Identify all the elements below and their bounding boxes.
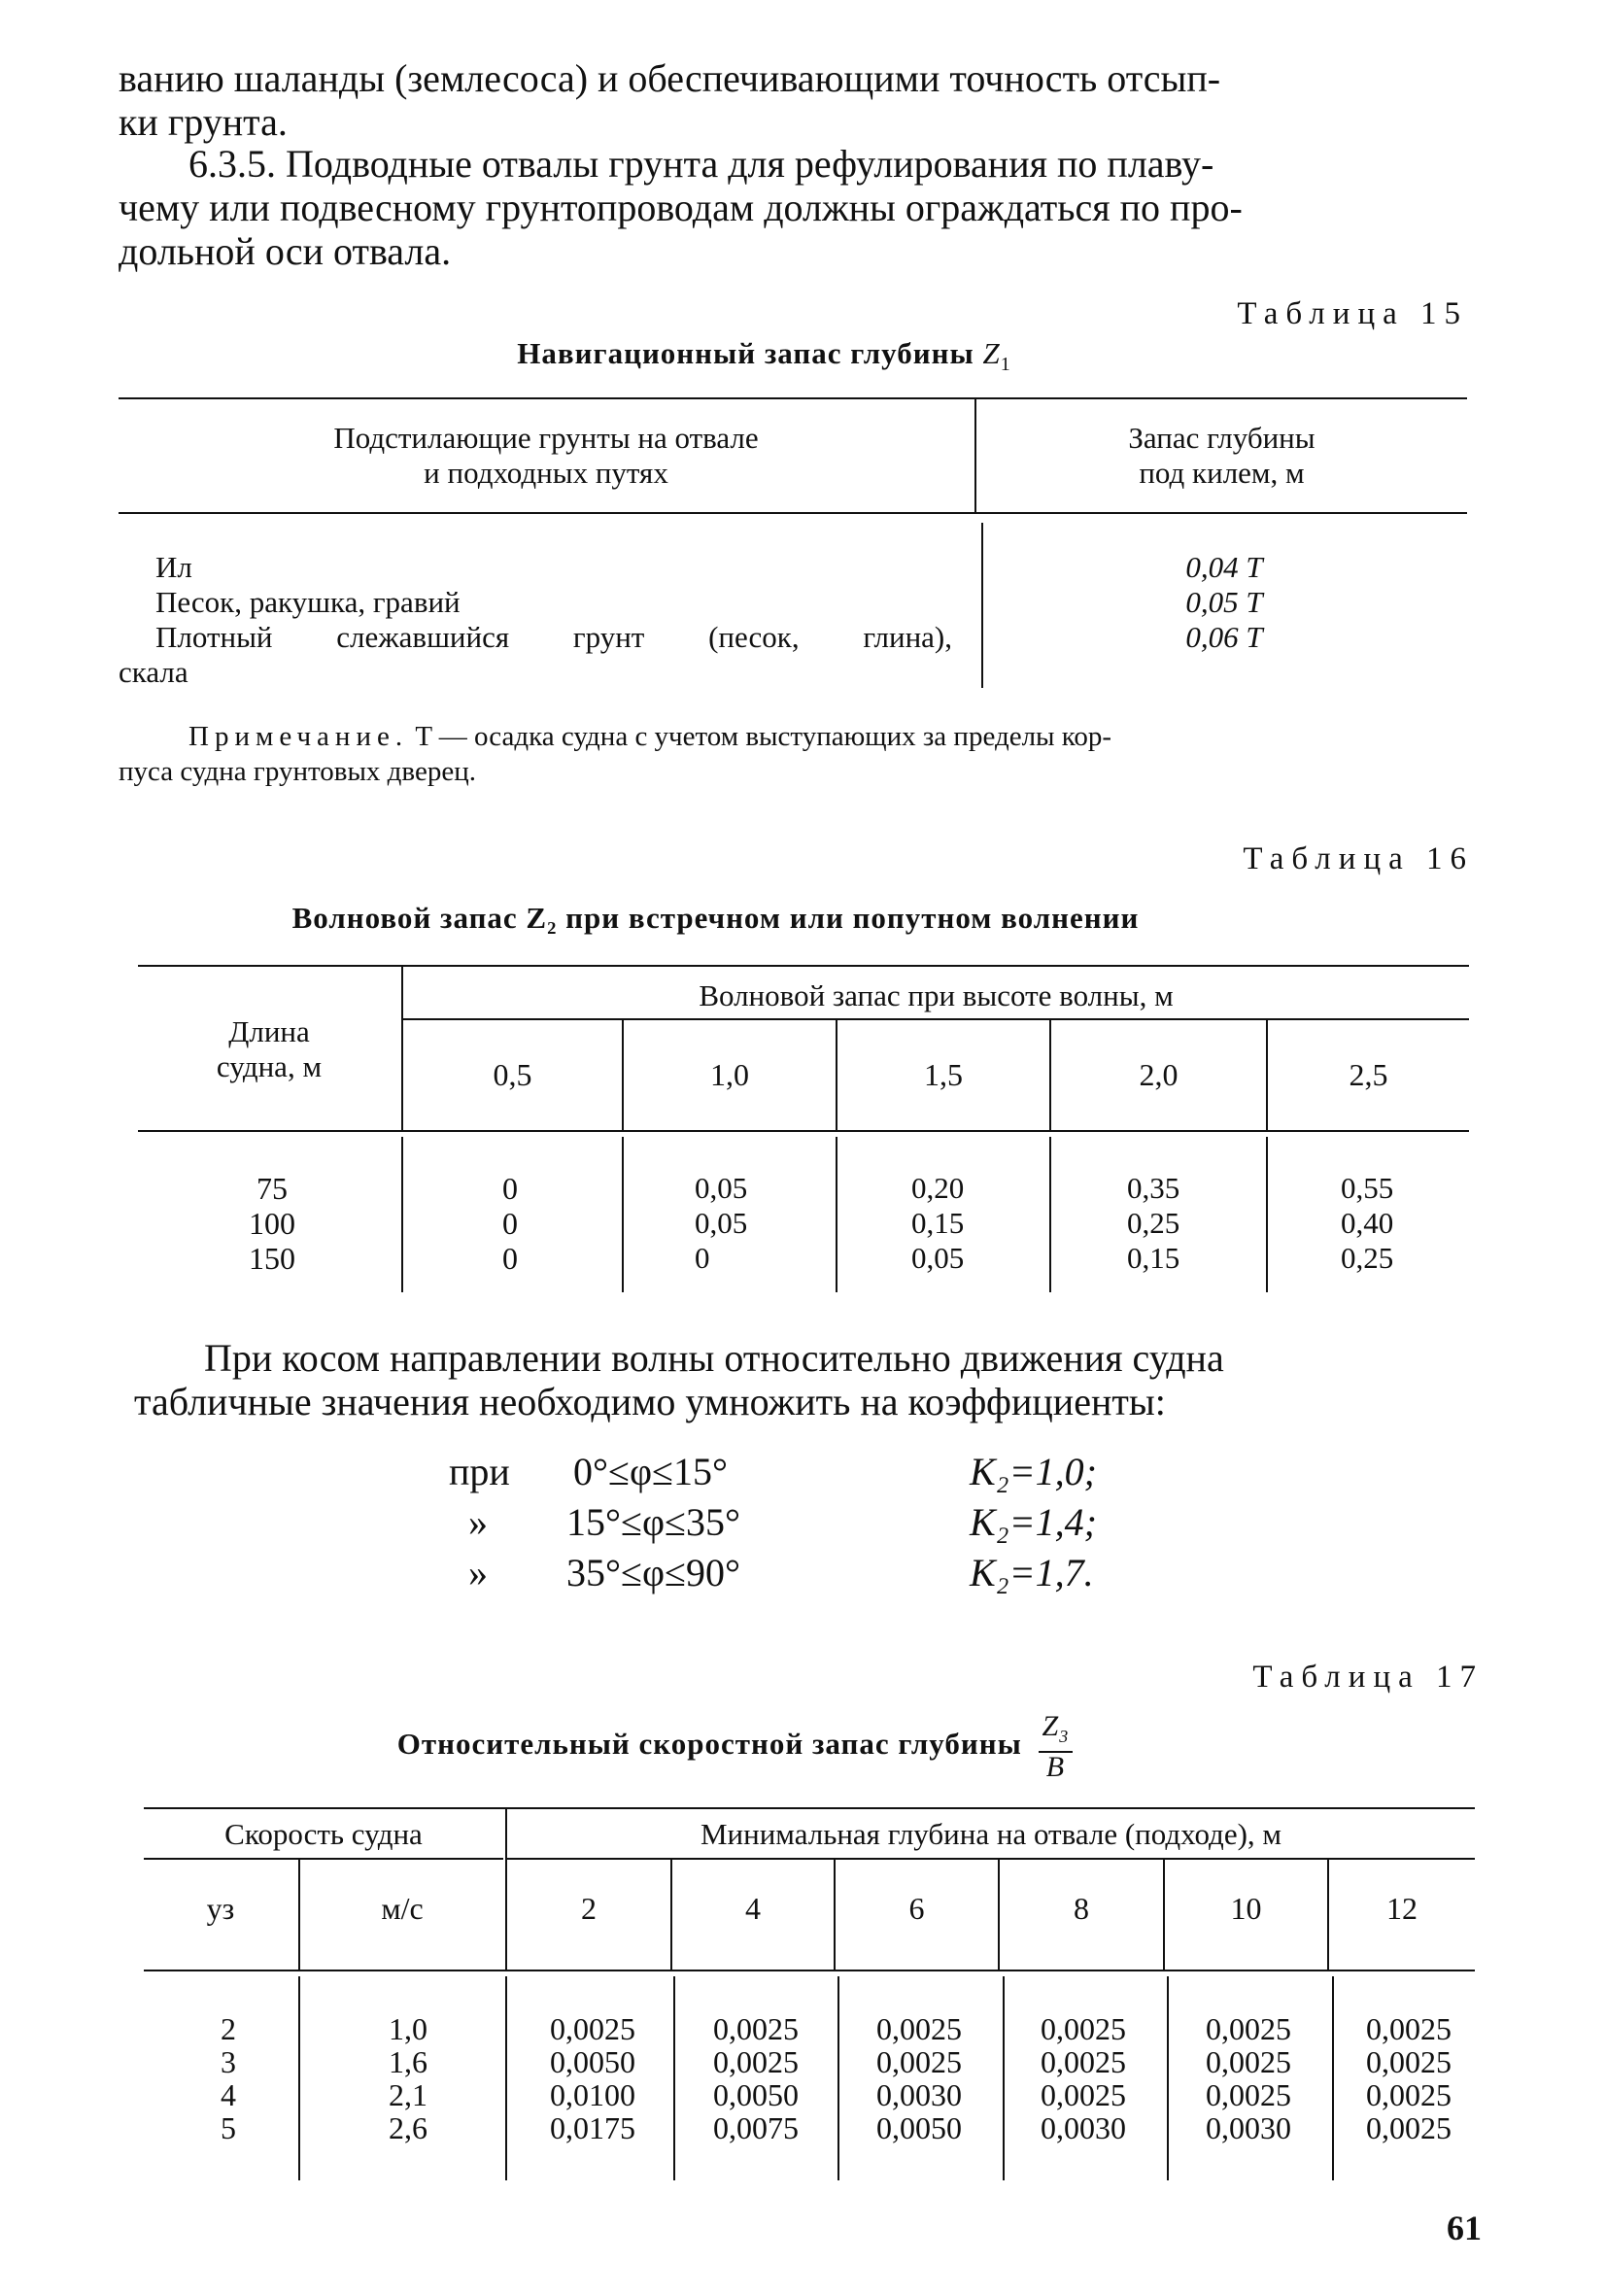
table-cell: 0,0025 bbox=[713, 2011, 799, 2046]
table-row-length: 75 bbox=[256, 1171, 288, 1206]
wave-height-header: 2,5 bbox=[1349, 1057, 1388, 1092]
wave-height-header: 1,5 bbox=[924, 1057, 963, 1092]
table-cell: 0,0030 bbox=[1041, 2110, 1126, 2145]
table-cell: 0,0025 bbox=[1206, 2077, 1291, 2112]
table-cell: 0,0030 bbox=[876, 2077, 962, 2112]
table-cell: 0,0025 bbox=[550, 2011, 635, 2046]
depth-column-header: 8 bbox=[1074, 1891, 1089, 1926]
table-cell: 0 bbox=[502, 1171, 518, 1206]
table-16-body-divider bbox=[836, 1137, 837, 1292]
table-15-col2-header: Запас глубины под килем, м bbox=[1128, 421, 1316, 490]
table-cell: 0,05 bbox=[695, 1206, 748, 1240]
formula-prefix: » bbox=[468, 1500, 488, 1544]
table-cell: 0,0050 bbox=[713, 2077, 799, 2112]
formula-range: 35°≤φ≤90° bbox=[566, 1551, 740, 1594]
velocity-ratio-fraction: $\frac{Z_3}{B}$ bbox=[1039, 1712, 1074, 1782]
table-cell: 0,0025 bbox=[1041, 2044, 1126, 2079]
table-row-ms: 1,0 bbox=[389, 2011, 427, 2046]
table-cell: 0,0025 bbox=[1041, 2077, 1126, 2112]
table-17-body-divider bbox=[673, 1976, 675, 2180]
table-15-title: Навигационный запас глубины $Z_1$ bbox=[517, 336, 1011, 376]
table-15-note bbox=[119, 719, 1469, 789]
speed-header: Скорость судна bbox=[224, 1817, 423, 1851]
table-16-row-header: Длина судна, м bbox=[216, 1014, 323, 1083]
table-cell: 0,0100 bbox=[550, 2077, 635, 2112]
formula-coefficient: K₂=1,7. bbox=[970, 1551, 1094, 1594]
section-6-3-5-paragraph bbox=[119, 142, 1469, 273]
formula-prefix: при bbox=[449, 1450, 510, 1493]
table-15-header-rule bbox=[119, 512, 1467, 514]
text-line: табличные значения необходимо умножить на коэффициенты: bbox=[134, 1380, 1166, 1423]
table-cell: 0 bbox=[502, 1241, 518, 1276]
table-cell: 0,0030 bbox=[1206, 2110, 1291, 2145]
table-17-header-rule bbox=[144, 1970, 1475, 1971]
table-15-body-divider bbox=[981, 523, 983, 688]
table-cell: 0,0025 bbox=[1366, 2011, 1452, 2046]
formula-coefficient: K₂=1,4; bbox=[970, 1500, 1097, 1544]
table-cell: 0,55 bbox=[1341, 1171, 1394, 1205]
table-15-row-soil: Песок, ракушка, гравий bbox=[155, 585, 461, 619]
table-cell: 0,25 bbox=[1127, 1206, 1180, 1240]
table-row-length: 150 bbox=[249, 1241, 295, 1276]
table-16-body-divider bbox=[401, 1137, 403, 1292]
table-cell: 0,40 bbox=[1341, 1206, 1394, 1240]
table-16-caption: Таблица 16 bbox=[1243, 841, 1474, 876]
table-16-header-rule bbox=[138, 1130, 1469, 1132]
table-17-body-divider bbox=[505, 1976, 507, 2180]
depth-column-header: 4 bbox=[745, 1891, 761, 1926]
table-16-top-rule bbox=[138, 965, 1469, 967]
wave-height-header: 2,0 bbox=[1139, 1057, 1179, 1092]
text-line: чему или подвесному грунтопроводам должны ограждаться по про- bbox=[119, 186, 1243, 229]
table-row-knots: 5 bbox=[221, 2110, 236, 2145]
table-cell: 0,0050 bbox=[550, 2044, 635, 2079]
table-16-body-divider bbox=[1049, 1137, 1051, 1292]
oblique-wave-paragraph bbox=[134, 1336, 1469, 1423]
table-cell: 0,15 bbox=[1127, 1241, 1180, 1275]
note-label: Примечание. bbox=[188, 721, 409, 752]
wave-height-header: 1,0 bbox=[710, 1057, 749, 1092]
table-17-caption: Таблица 17 bbox=[1252, 1660, 1484, 1695]
table-cell: 0,35 bbox=[1127, 1171, 1180, 1205]
table-cell: 0,0025 bbox=[1041, 2011, 1126, 2046]
table-cell: 0,05 bbox=[911, 1241, 965, 1275]
formula-prefix: » bbox=[468, 1551, 488, 1594]
table-row-knots: 2 bbox=[221, 2011, 236, 2046]
table-cell: 0,05 bbox=[695, 1171, 748, 1205]
table-15-row-value: 0,04 T bbox=[1185, 550, 1263, 584]
table-cell: 0,0025 bbox=[1206, 2044, 1291, 2079]
table-17-body-divider bbox=[1003, 1976, 1005, 2180]
note-text: T — осадка судна с учетом выступающих за пределы кор- bbox=[415, 721, 1112, 752]
table-16-body-divider bbox=[622, 1137, 624, 1292]
wave-height-header: 0,5 bbox=[493, 1057, 532, 1092]
table-cell: 0,0025 bbox=[1206, 2011, 1291, 2046]
speed-unit-header: уз bbox=[206, 1891, 235, 1926]
table-17-body-divider bbox=[837, 1976, 839, 2180]
text-line: ванию шаланды (землесоса) и обеспечивающими точность отсып- bbox=[119, 56, 1221, 100]
table-cell: 0,15 bbox=[911, 1206, 965, 1240]
depth-column-header: 12 bbox=[1386, 1891, 1418, 1926]
depth-column-header: 6 bbox=[908, 1891, 925, 1926]
table-row-knots: 3 bbox=[221, 2044, 236, 2079]
text-line: ки грунта. bbox=[119, 100, 288, 144]
table-cell: 0,0025 bbox=[876, 2011, 962, 2046]
table-cell: 0,0050 bbox=[876, 2110, 962, 2145]
table-15-row-soil: Ил bbox=[155, 550, 192, 584]
table-16-subheader-rule bbox=[403, 1018, 1469, 1020]
table-15-col1-header: Подстилающие грунты на отвале и подходных путях bbox=[333, 421, 759, 490]
table-cell: 0,0025 bbox=[1366, 2077, 1452, 2112]
table-row-ms: 2,1 bbox=[389, 2077, 427, 2112]
table-cell: 0,20 bbox=[911, 1171, 965, 1205]
depth-header: Минимальная глубина на отвале (подходе), м bbox=[700, 1817, 1282, 1851]
table-17-body-divider bbox=[1167, 1976, 1169, 2180]
formula-range: 0°≤φ≤15° bbox=[573, 1450, 728, 1493]
table-cell: 0,0025 bbox=[876, 2044, 962, 2079]
table-row-knots: 4 bbox=[221, 2077, 236, 2112]
table-17-body-divider bbox=[298, 1976, 300, 2180]
text-line: При косом направлении волны относительно движения судна bbox=[204, 1336, 1224, 1380]
text-line: 6.3.5. Подводные отвалы грунта для рефулирования по плаву- bbox=[188, 142, 1214, 186]
table-15-row-value: 0,05 T bbox=[1185, 585, 1263, 619]
page-number: 61 bbox=[1447, 2209, 1482, 2247]
table-cell: 0,0175 bbox=[550, 2110, 635, 2145]
table-row-ms: 1,6 bbox=[389, 2044, 427, 2079]
table-row-length: 100 bbox=[249, 1206, 295, 1241]
table-16-body-divider bbox=[1266, 1137, 1268, 1292]
table-15-row-soil-continued: скала bbox=[119, 655, 188, 689]
table-16-group-header: Волновой запас при высоте волны, м bbox=[699, 978, 1174, 1012]
table-cell: 0,25 bbox=[1341, 1241, 1394, 1275]
table-17-body-divider bbox=[1332, 1976, 1334, 2180]
table-17-top-rule bbox=[144, 1807, 1475, 1809]
table-17-title: Относительный скоростной запас глубины $\frac{Z_3}{B}$ bbox=[0, 1712, 1538, 1782]
table-cell: 0,0075 bbox=[713, 2110, 799, 2145]
table-row-ms: 2,6 bbox=[389, 2110, 427, 2145]
formula-range: 15°≤φ≤35° bbox=[566, 1500, 740, 1544]
table-15-row-value: 0,06 T bbox=[1185, 620, 1263, 654]
table-15-caption: Таблица 15 bbox=[1237, 296, 1468, 331]
table-15-row-soil: Плотный слежавшийся грунт (песок, глина), bbox=[155, 620, 952, 654]
note-text-continued: пуса судна грунтовых дверец. bbox=[119, 756, 476, 787]
table-15-top-rule bbox=[119, 397, 1467, 399]
table-cell: 0,0025 bbox=[1366, 2044, 1452, 2079]
table-cell: 0 bbox=[695, 1241, 710, 1275]
speed-subheader-rule bbox=[144, 1858, 503, 1860]
depth-subheader-rule bbox=[507, 1858, 1475, 1860]
table-cell: 0,0025 bbox=[713, 2044, 799, 2079]
table-cell: 0 bbox=[502, 1206, 518, 1241]
depth-column-header: 2 bbox=[581, 1891, 597, 1926]
text-line: дольной оси отвала. bbox=[119, 229, 452, 273]
speed-unit-header: м/с bbox=[381, 1891, 424, 1926]
intro-paragraph bbox=[119, 56, 1469, 144]
depth-column-header: 10 bbox=[1230, 1891, 1262, 1926]
table-cell: 0,0025 bbox=[1366, 2110, 1452, 2145]
table-16-title: Волновой запас Z₂ при встречном или попутном волнении bbox=[291, 901, 1140, 935]
formula-coefficient: K₂=1,0; bbox=[970, 1450, 1097, 1493]
